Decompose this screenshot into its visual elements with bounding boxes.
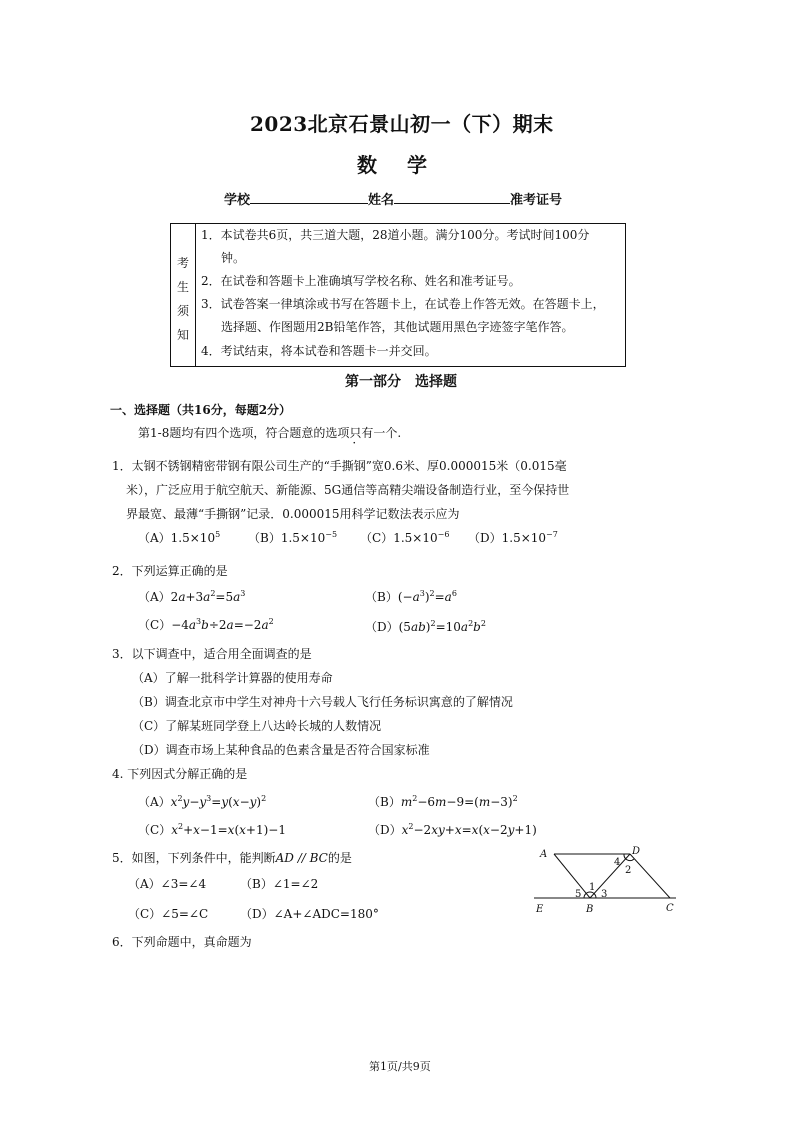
option-a: （A）了解一批科学计算器的使用寿命 <box>132 671 333 685</box>
question-text: 米），广泛应用于航空航天、新能源、5G通信等高精尖端设备制造行业，至今保持世 <box>126 483 570 497</box>
point-label-c: C <box>666 903 674 914</box>
option-label: （C） <box>138 823 172 837</box>
point-label-d: D <box>632 846 641 857</box>
option-d: $(D)(5ab)^2=10a^2b^2$ <box>365 619 486 634</box>
angle-label-2: 2 <box>625 865 632 876</box>
option-exponent: −6 <box>437 530 450 539</box>
option-b: （B）调查北京市中学生对神舟十六号载人飞行任务标识寓意的了解情况 <box>132 695 513 709</box>
point-label-a: A <box>540 849 548 860</box>
option-label: （B） <box>368 795 401 809</box>
angle-label-5: 5 <box>575 889 582 900</box>
stem-text: 5．如图，下列条件中，能判断 <box>112 851 276 865</box>
option-exponent: −7 <box>546 530 558 539</box>
notice-line: 4．考试结束，将本试卷和答题卡一并交回。 <box>201 344 437 358</box>
option-exponent: −5 <box>325 530 338 539</box>
notice-line: 1．本试卷共6页，共三道大题，28道小题。满分100分。考试时间100分 <box>201 228 590 242</box>
instruction-text: 第1-8题均有四个选项，符合题意的选项 <box>138 426 350 440</box>
option-d: （D）调查市场上某种食品的色素含量是否符合国家标准 <box>132 743 430 757</box>
school-label: 学校 <box>224 193 251 208</box>
notice-line: 3．试卷答案一律填涂或书写在答题卡上，在试卷上作答无效。在答题卡上， <box>201 297 605 311</box>
option-label: （B） <box>365 590 398 604</box>
point-label-b: B <box>586 904 594 915</box>
option-label: （A） <box>138 590 171 604</box>
option-value: 1.5×10 <box>393 531 438 545</box>
notice-label-column <box>171 224 196 366</box>
option-b: （B）∠1=∠2 <box>240 877 319 891</box>
notice-label-char: 生 <box>176 280 189 294</box>
option-label: （C） <box>138 618 172 632</box>
section-heading: 一、选择题（共16分，每题2分） <box>110 403 292 417</box>
option-b <box>248 530 337 546</box>
option-value: 1.5×10 <box>170 531 216 545</box>
notice-line: 选择题、作图题用2B铅笔作答，其他试题用黑色字迹签字笔作答。 <box>221 320 574 334</box>
angle-label-3: 3 <box>601 889 608 900</box>
segment-dc <box>630 854 670 898</box>
option-c: （C）了解某班同学登上八达岭长城的人数情况 <box>132 719 382 733</box>
question-text <box>112 850 352 866</box>
option-d <box>468 530 558 546</box>
student-info-fields <box>224 189 562 208</box>
option-value: 1.5×10 <box>501 531 547 545</box>
angle-label-1: 1 <box>589 882 596 893</box>
subject-title: 数学 <box>357 153 457 177</box>
name-label: 姓名 <box>368 193 395 208</box>
segment-bd <box>590 854 630 898</box>
option-label: （D） <box>468 531 502 545</box>
notice-box <box>170 223 626 367</box>
option-c: （C）∠5=∠C <box>128 907 209 921</box>
point-label-e: E <box>536 904 544 915</box>
question-text: 1．太钢不锈钢精密带钢有限公司生产的“手撕钢”宽0.6米、厚0.000015米（0.015毫 <box>112 459 567 473</box>
option-label: （A） <box>138 531 171 545</box>
stem-condition: AD // BC <box>275 851 328 865</box>
question-text: 界最宽、最薄“手撕钢”记录．0.000015用科学记数法表示应为 <box>126 507 460 521</box>
notice-line: 2．在试卷和答题卡上准确填写学校名称、姓名和准考证号。 <box>201 274 521 288</box>
option-a: $(A)x^2y-y^3=y(x-y)^2$ <box>138 794 267 809</box>
question-text: 6．下列命题中，真命题为 <box>112 935 252 949</box>
page-title: 2023北京石景山初一（下）期末 <box>250 112 554 136</box>
option-a: $(A)2a+3a^2=5a^3$ <box>138 589 246 604</box>
section-instruction <box>138 425 401 441</box>
notice-line: 钟。 <box>221 251 246 265</box>
option-label: （D） <box>368 823 402 837</box>
question-text: 2．下列运算正确的是 <box>112 564 228 578</box>
stem-text: 的是 <box>327 851 352 865</box>
page-footer: 第1页/共9页 <box>369 1060 431 1073</box>
notice-label-char: 须 <box>176 304 189 318</box>
option-a: （A）∠3=∠4 <box>128 877 207 891</box>
emphasis-dots: 只有 <box>349 426 374 440</box>
question-text: 3．以下调查中，适合用全面调查的是 <box>112 647 312 661</box>
option-value: 1.5×10 <box>280 531 326 545</box>
option-label: （A） <box>138 795 171 809</box>
option-a <box>138 530 220 546</box>
instruction-text: 一个. <box>373 426 402 440</box>
part-title: 第一部分 选择题 <box>345 374 457 390</box>
option-c: $(C)-4a^3b\div 2a=-2a^2$ <box>138 617 274 632</box>
option-c: $(C)x^2+x-1=x(x+1)-1$ <box>138 822 286 837</box>
name-field[interactable] <box>394 190 510 204</box>
question-text: 4. 下列因式分解正确的是 <box>112 767 248 781</box>
option-d: $(D)x^2-2xy+x=x(x-2y+1)$ <box>368 822 537 837</box>
exam-id-label: 准考证号 <box>510 193 563 208</box>
option-exponent: 5 <box>215 530 221 539</box>
option-label: （D） <box>365 620 399 634</box>
option-c <box>360 530 449 546</box>
option-d: （D）∠A+∠ADC=180° <box>240 907 379 921</box>
notice-label-char: 考 <box>176 256 189 270</box>
angle-label-4: 4 <box>614 857 621 868</box>
school-field[interactable] <box>250 190 368 204</box>
option-label: （C） <box>360 531 394 545</box>
option-b: $(B)(-a^3)^2=a^6$ <box>365 589 457 604</box>
geometry-figure <box>530 845 690 925</box>
option-label: （B） <box>248 531 281 545</box>
segment-ab <box>554 854 590 898</box>
option-b: $(B)m^2-6m-9=(m-3)^2$ <box>368 794 518 809</box>
notice-label-char: 知 <box>176 328 189 342</box>
